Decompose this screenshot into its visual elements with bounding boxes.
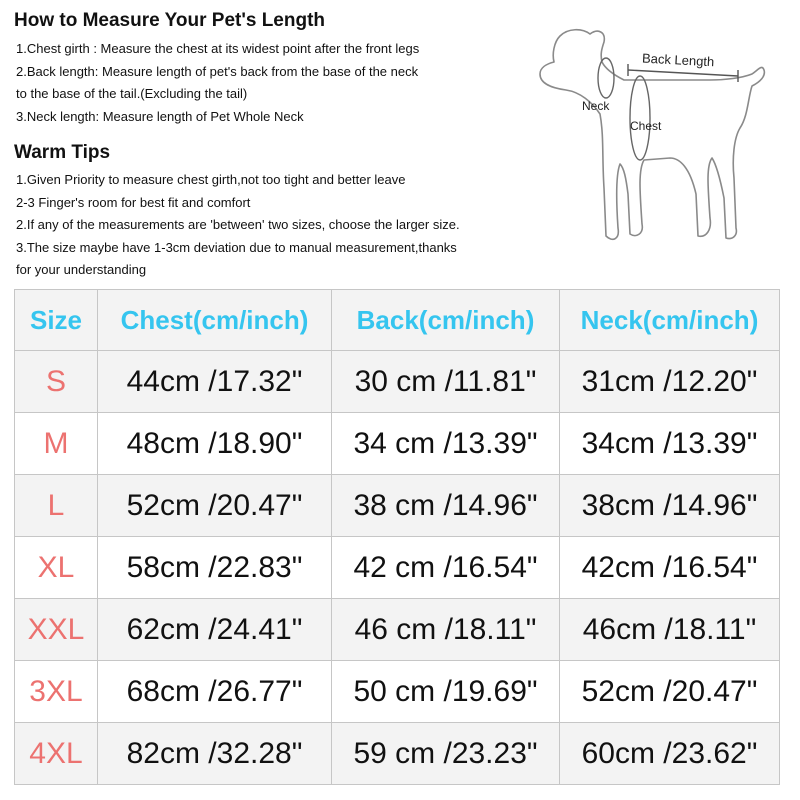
table-row [15,537,780,599]
neck-cell: 38cm /14.96" [560,475,780,537]
header-size: Size [15,290,98,351]
header-back: Back(cm/inch) [332,290,560,351]
back-cell: 46 cm /18.11" [332,599,560,661]
table-row [15,351,780,413]
neck-measure-ring [598,58,614,98]
tip-line: 3.The size maybe have 1-3cm deviation due to manual measurement,thanks [16,239,457,255]
measure-line: 3.Neck length: Measure length of Pet Whole Neck [16,108,304,124]
chest-cell: 82cm /32.28" [98,723,332,785]
table-row [15,661,780,723]
back-cell: 50 cm /19.69" [332,661,560,723]
back-length-label: Back Length [641,50,715,70]
chest-cell: 62cm /24.41" [98,599,332,661]
chest-cell: 52cm /20.47" [98,475,332,537]
measure-title: How to Measure Your Pet's Length [14,10,326,31]
size-cell: XL [15,537,98,599]
size-cell: L [15,475,98,537]
neck-label: Neck [582,99,610,113]
tips-list [16,169,460,282]
tip-line: 2.If any of the measurements are 'between' two sizes, choose the larger size. [16,217,460,232]
neck-cell: 46cm /18.11" [560,599,780,661]
tips-title: Warm Tips [14,142,111,163]
size-cell: 3XL [15,661,98,723]
table-header-row [15,290,780,351]
neck-cell: 60cm /23.62" [560,723,780,785]
chest-cell: 58cm /22.83" [98,537,332,599]
neck-cell: 42cm /16.54" [560,537,780,599]
chest-cell: 68cm /26.77" [98,661,332,723]
back-cell: 34 cm /13.39" [332,413,560,475]
dog-measurement-diagram [520,18,790,268]
measure-line: to the base of the tail.(Excluding the tail) [16,86,248,101]
back-cell: 59 cm /23.23" [332,723,560,785]
header-neck: Neck(cm/inch) [560,290,780,351]
size-cell: S [15,351,98,413]
back-cell: 30 cm /11.81" [332,351,560,413]
measure-line: 2.Back length: Measure length of pet's back from the base of the neck [16,63,419,79]
measure-line: 1.Chest girth : Measure the chest at its widest point after the front legs [16,41,420,56]
chest-cell: 44cm /17.32" [98,351,332,413]
size-cell: M [15,413,98,475]
size-cell: 4XL [15,723,98,785]
table-row [15,723,780,785]
tip-line: 2-3 Finger's room for best fit and comfort [16,194,251,210]
size-cell: XXL [15,599,98,661]
chest-cell: 48cm /18.90" [98,413,332,475]
back-cell: 42 cm /16.54" [332,537,560,599]
neck-cell: 52cm /20.47" [560,661,780,723]
back-cell: 38 cm /14.96" [332,475,560,537]
table-row [15,475,780,537]
tip-line: for your understanding [16,262,147,277]
back-length-line [628,70,738,76]
chest-label: Chest [630,119,662,133]
measure-instructions [16,38,419,128]
header-chest: Chest(cm/inch) [98,290,332,351]
chest-measure-ring [630,76,650,160]
neck-cell: 31cm /12.20" [560,351,780,413]
tip-line: 1.Given Priority to measure chest girth,not too tight and better leave [16,172,406,187]
neck-cell: 34cm /13.39" [560,413,780,475]
table-row [15,413,780,475]
size-chart-table [14,289,780,785]
table-row [15,599,780,661]
